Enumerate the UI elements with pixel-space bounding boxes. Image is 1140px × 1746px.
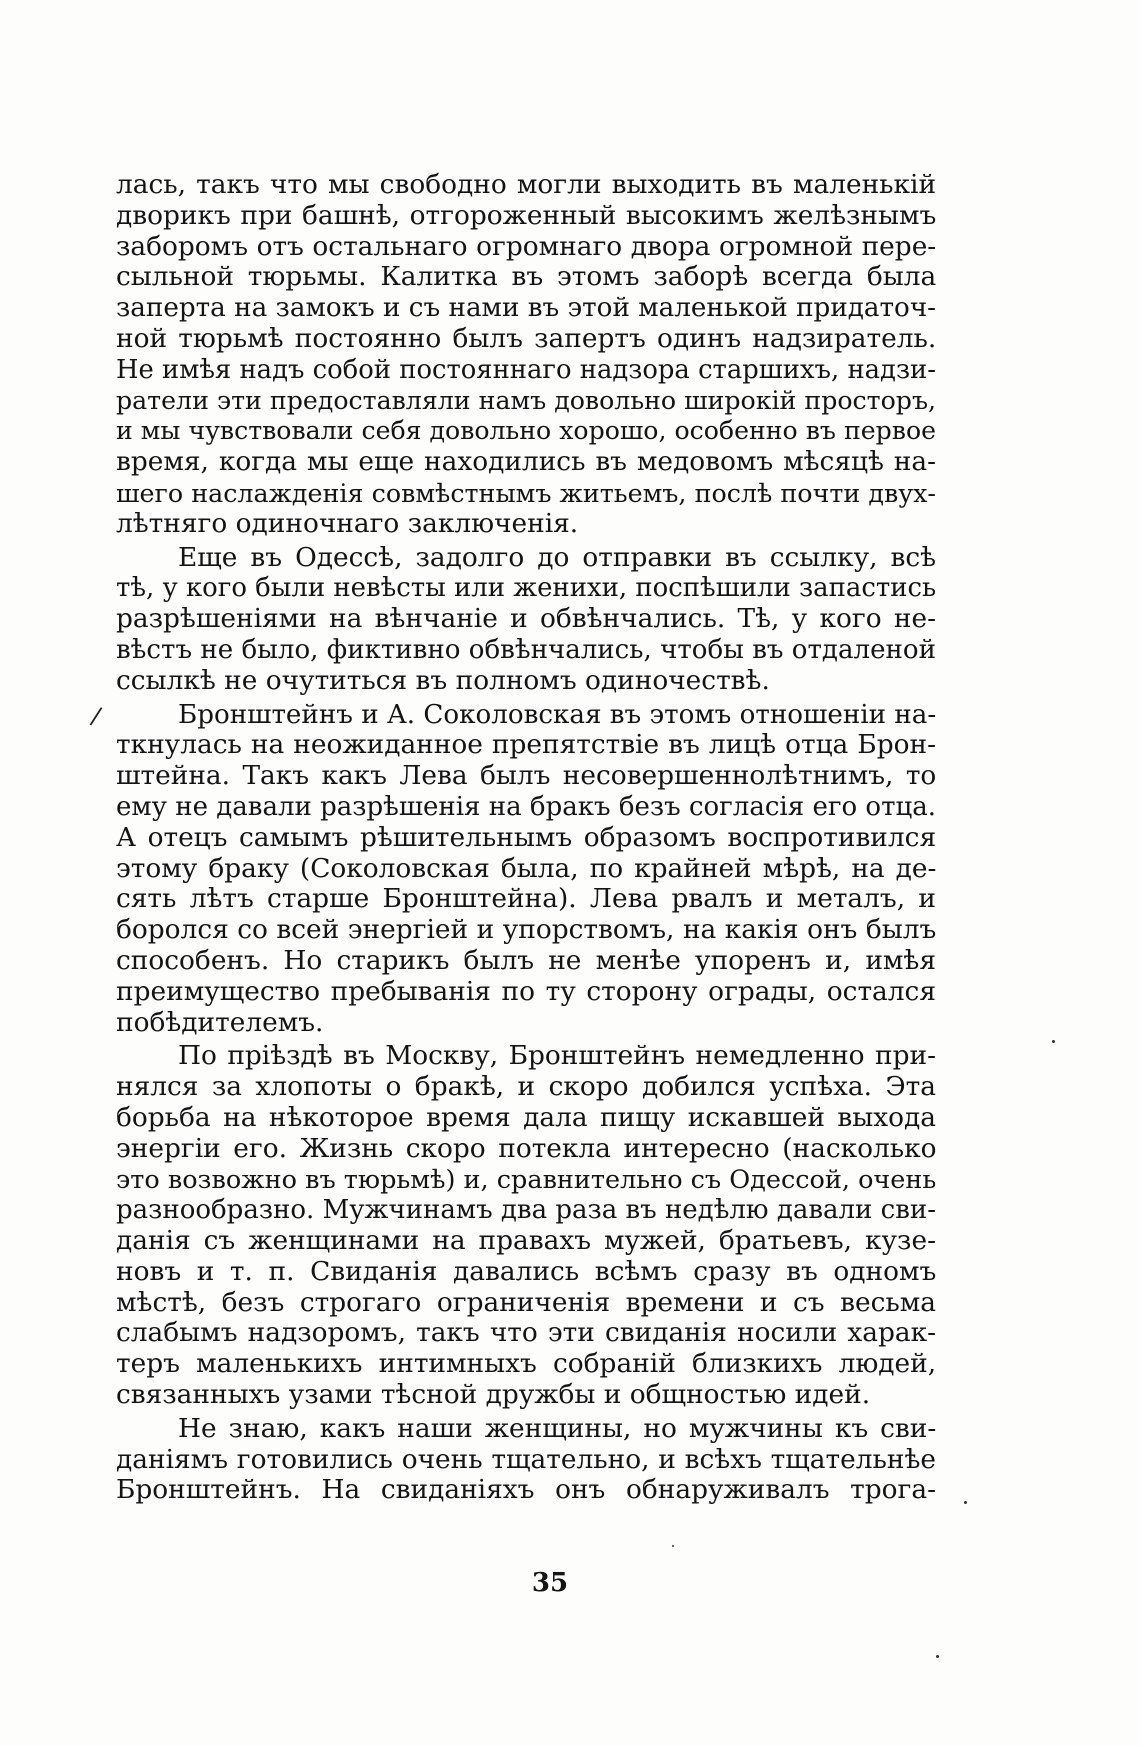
text-line: ему не давали разрѣшенiя на бракъ безъ согласiя его отца. bbox=[116, 791, 936, 822]
text-line: ткнулась на неожиданное препятствiе въ лицѣ отца Брон- bbox=[116, 729, 936, 761]
paper-speck bbox=[672, 1545, 674, 1547]
text-line: По прiѣздѣ въ Москву, Бронштейнъ немедленно при- bbox=[178, 1040, 936, 1072]
paper-speck bbox=[1052, 1040, 1055, 1043]
text-line: сыльной тюрьмы. Калитка въ этомъ заборѣ всегда была bbox=[116, 261, 937, 293]
text-line: заборомъ отъ остальнаго огромнаго двора огромной пере- bbox=[116, 230, 937, 262]
paper-speck bbox=[964, 1501, 967, 1504]
text-line: мѣстѣ, безъ строгаго ограниченiя времени и съ весьма bbox=[116, 1286, 936, 1318]
text-line: сять лѣтъ старше Бронштейна). Лева рвалъ и металъ, и bbox=[116, 883, 936, 915]
text-line: Бронштейнъ и А. Соколовская въ этомъ отношенiи на- bbox=[178, 699, 937, 730]
text-line: время, когда мы еще находились въ медовомъ мѣсяцѣ на- bbox=[116, 446, 936, 478]
text-line: Бронштейнъ. На свиданiяхъ онъ обнаруживалъ трога- bbox=[116, 1474, 936, 1506]
text-line: побѣдителемъ. bbox=[116, 1006, 324, 1038]
text-line: борьба на нѣкоторое время дала пищу искавшей выхода bbox=[116, 1101, 936, 1133]
text-line: данiя съ женщинами на правахъ мужей, братьевъ, кузе- bbox=[116, 1225, 936, 1257]
text-line: Не имѣя надъ собой постояннаго надзора старшихъ, надзи- bbox=[116, 354, 936, 385]
text-line: шего наслажденiя совмѣстнымъ житьемъ, послѣ почти двух- bbox=[116, 477, 936, 508]
text-line: лѣтняго одиночнаго заключенiя. bbox=[116, 507, 579, 539]
text-line: дворикъ при башнѣ, отгороженный высокимъ желѣзнымъ bbox=[116, 199, 937, 231]
text-line: ной тюрьмѣ постоянно былъ запертъ одинъ надзиратель. bbox=[116, 322, 937, 354]
text-line: слабымъ надзоромъ, такъ что эти свиданiя носили харак- bbox=[116, 1317, 936, 1349]
margin-pencil-mark: / bbox=[88, 701, 104, 731]
paper-speck bbox=[936, 1655, 939, 1658]
text-line: Не знаю, какъ наши женщины, но мужчины къ сви- bbox=[178, 1412, 937, 1444]
text-line: теръ маленькихъ интимныхъ собранiй близкихъ людей, bbox=[116, 1348, 937, 1380]
text-line: штейна. Такъ какъ Лева былъ несовершеннолѣтнимъ, то bbox=[116, 760, 937, 792]
text-line: это возвожно въ тюрьмѣ) и, сравнительно съ Одессой, очень bbox=[116, 1164, 937, 1195]
text-line: данiямъ готовились очень тщательно, и всѣхъ тщательнѣе bbox=[116, 1443, 936, 1475]
text-line: и мы чувствовали себя довольно хорошо, особенно въ первое bbox=[116, 416, 937, 446]
text-line: разрѣшенiями на вѣнчанiе и обвѣнчались. Тѣ, у кого не- bbox=[116, 603, 936, 635]
page-number: 35 bbox=[531, 1568, 569, 1598]
text-line: новъ и т. п. Свиданiя давались всѣмъ сразу въ одномъ bbox=[116, 1255, 937, 1287]
text-line: вѣстъ не было, фиктивно обвѣнчались, чтобы въ отдаленой bbox=[116, 634, 936, 665]
text-line: боролся со всей энергiей и упорствомъ, на какiя онъ былъ bbox=[116, 914, 937, 946]
text-line: ратели эти предоставляли намъ довольно широкiй просторъ, bbox=[116, 385, 936, 415]
body-text bbox=[116, 170, 936, 1506]
text-line: А отецъ самымъ рѣшительнымъ образомъ воспротивился bbox=[116, 821, 937, 853]
text-line: этому браку (Соколовская была, по крайней мѣрѣ, на де- bbox=[116, 852, 937, 884]
text-line: способенъ. Но старикъ былъ не менѣе упоренъ и, имѣя bbox=[116, 944, 936, 976]
text-line: ссылкѣ не очутиться въ полномъ одиночествѣ. bbox=[116, 664, 770, 696]
text-line: лась, такъ что мы свободно могли выходить въ маленькiй bbox=[116, 169, 937, 200]
text-line: разнообразно. Мужчинамъ два раза въ недѣлю давали сви- bbox=[116, 1195, 937, 1226]
text-line: Еще въ Одессѣ, задолго до отправки въ ссылку, всѣ bbox=[178, 541, 937, 573]
text-line: связанныхъ узами тѣсной дружбы и общностью идей. bbox=[116, 1379, 871, 1411]
text-line: преимущество пребыванiя по ту сторону ограды, остался bbox=[116, 975, 936, 1007]
text-line: тѣ, у кого были невѣсты или женихи, поспѣшили запастись bbox=[116, 573, 937, 604]
text-line: заперта на замокъ и съ нами въ этой маленькой придаточ- bbox=[116, 293, 936, 324]
text-line: нялся за хлопоты о бракѣ, и скоро добился успѣха. Эта bbox=[116, 1071, 936, 1103]
text-line: энергiи его. Жизнь скоро потекла интересно (насколько bbox=[116, 1132, 937, 1164]
